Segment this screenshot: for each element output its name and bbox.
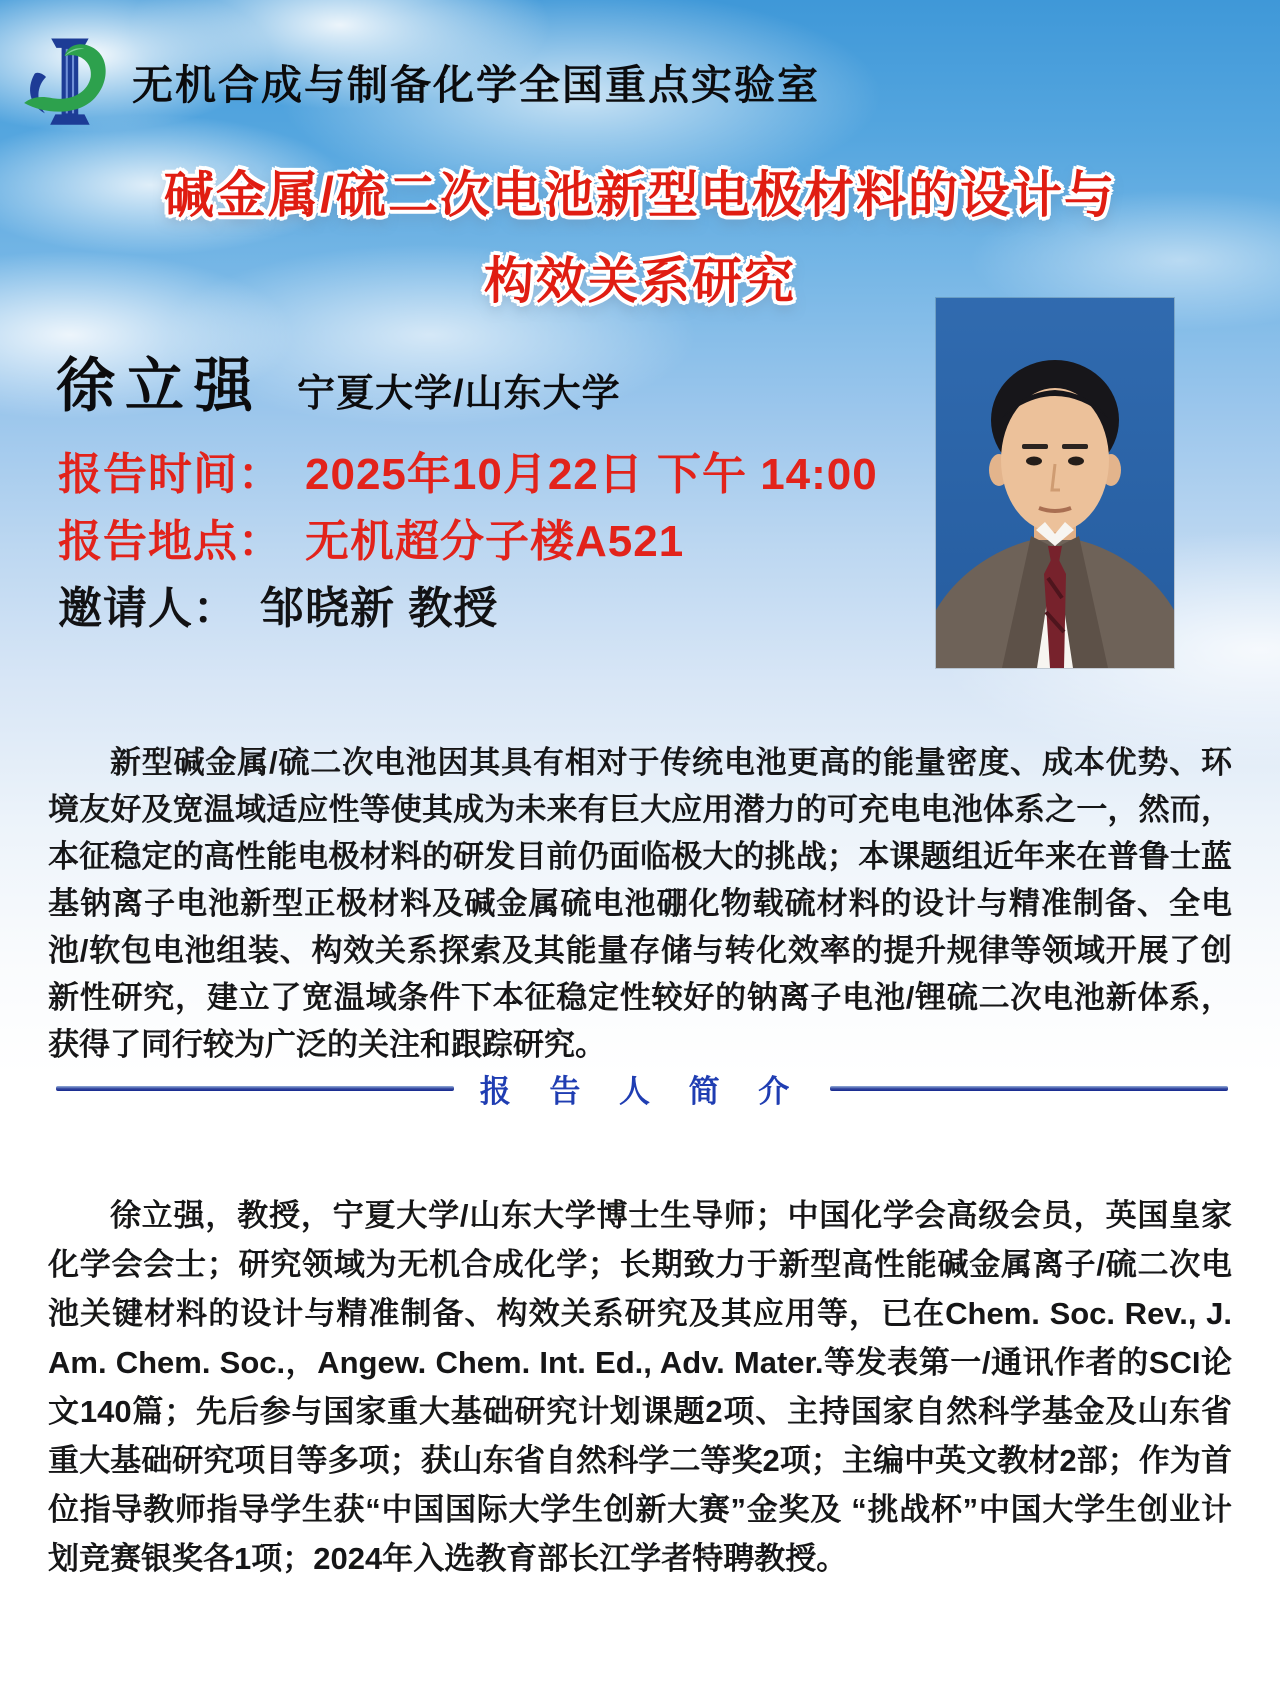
speaker-line — [56, 338, 621, 423]
speaker-affiliation: 宁夏大学/山东大学 — [297, 373, 621, 415]
bio-section-title: 报 告 人 简 介 — [479, 1074, 805, 1109]
detail-time-value: 2025年10月22日 下午 14:00 — [305, 450, 878, 499]
detail-host-value: 邹晓新 教授 — [260, 584, 499, 633]
bio-section-divider — [56, 1066, 1228, 1111]
speaker-name: 徐立强 — [56, 353, 264, 419]
detail-host — [58, 572, 878, 639]
seminar-title-line2: 构效关系研究 — [484, 253, 796, 309]
detail-time-label: 报告时间： — [58, 450, 283, 499]
detail-host-label: 邀请人： — [58, 584, 238, 633]
bio-paragraph: 徐立强，教授，宁夏大学/山东大学博士生导师；中国化学会高级会员，英国皇家化学会会士；研究领域为无机合成化学；长期致力于新型高性能碱金属离子/硫二次电池关键材料的设计与精准制备、构效关系研究及其应用等，已在Chem. Soc. Rev., J. Am. Chem. Soc.，Angew. Chem. Int. Ed., Adv. Mater.等发表第一/通讯作者的SCI论文140篇；先后参与国家重大基础研究计划课题2项、主持国家自然科学基金及山东省重大基础研究项目等多项；获山东省自然科学二等奖2项；主编中英文教材2部；作为首位指导教师指导学生获“中国国际大学生创新大赛”金奖及 “挑战杯”中国大学生创业计划竞赛银奖各1项；2024年入选教育部长江学者特聘教授。 — [48, 1198, 1232, 1576]
seminar-details — [58, 438, 878, 639]
seminar-title-line1: 碱金属/硫二次电池新型电极材料的设计与 — [164, 167, 1116, 223]
detail-place-label: 报告地点： — [58, 517, 283, 566]
abstract-paragraph: 新型碱金属/硫二次电池因其具有相对于传统电池更高的能量密度、成本优势、环境友好及宽温域适应性等使其成为未来有巨大应用潜力的可充电电池体系之一，然而，本征稳定的高性能电极材料的研发目前仍面临极大的挑战；本课题组近年来在普鲁士蓝基钠离子电池新型正极材料及碱金属硫电池硼化物载硫材料的设计与精准制备、全电池/软包电池组装、构效关系探索及其能量存储与转化效率的提升规律等领域开展了创新性研究，建立了宽温域条件下本征稳定性较好的钠离子电池/锂硫二次电池新体系，获得了同行较为广泛的关注和跟踪研究。 — [48, 745, 1232, 1062]
lab-name: 无机合成与制备化学全国重点实验室 — [132, 62, 820, 108]
divider-line-right — [830, 1086, 1228, 1091]
speaker-photo — [936, 298, 1174, 668]
detail-place-value: 无机超分子楼A521 — [305, 517, 685, 566]
lab-logo-icon — [20, 26, 124, 140]
detail-place — [58, 505, 878, 572]
divider-line-left — [56, 1086, 454, 1091]
detail-time — [58, 438, 878, 505]
